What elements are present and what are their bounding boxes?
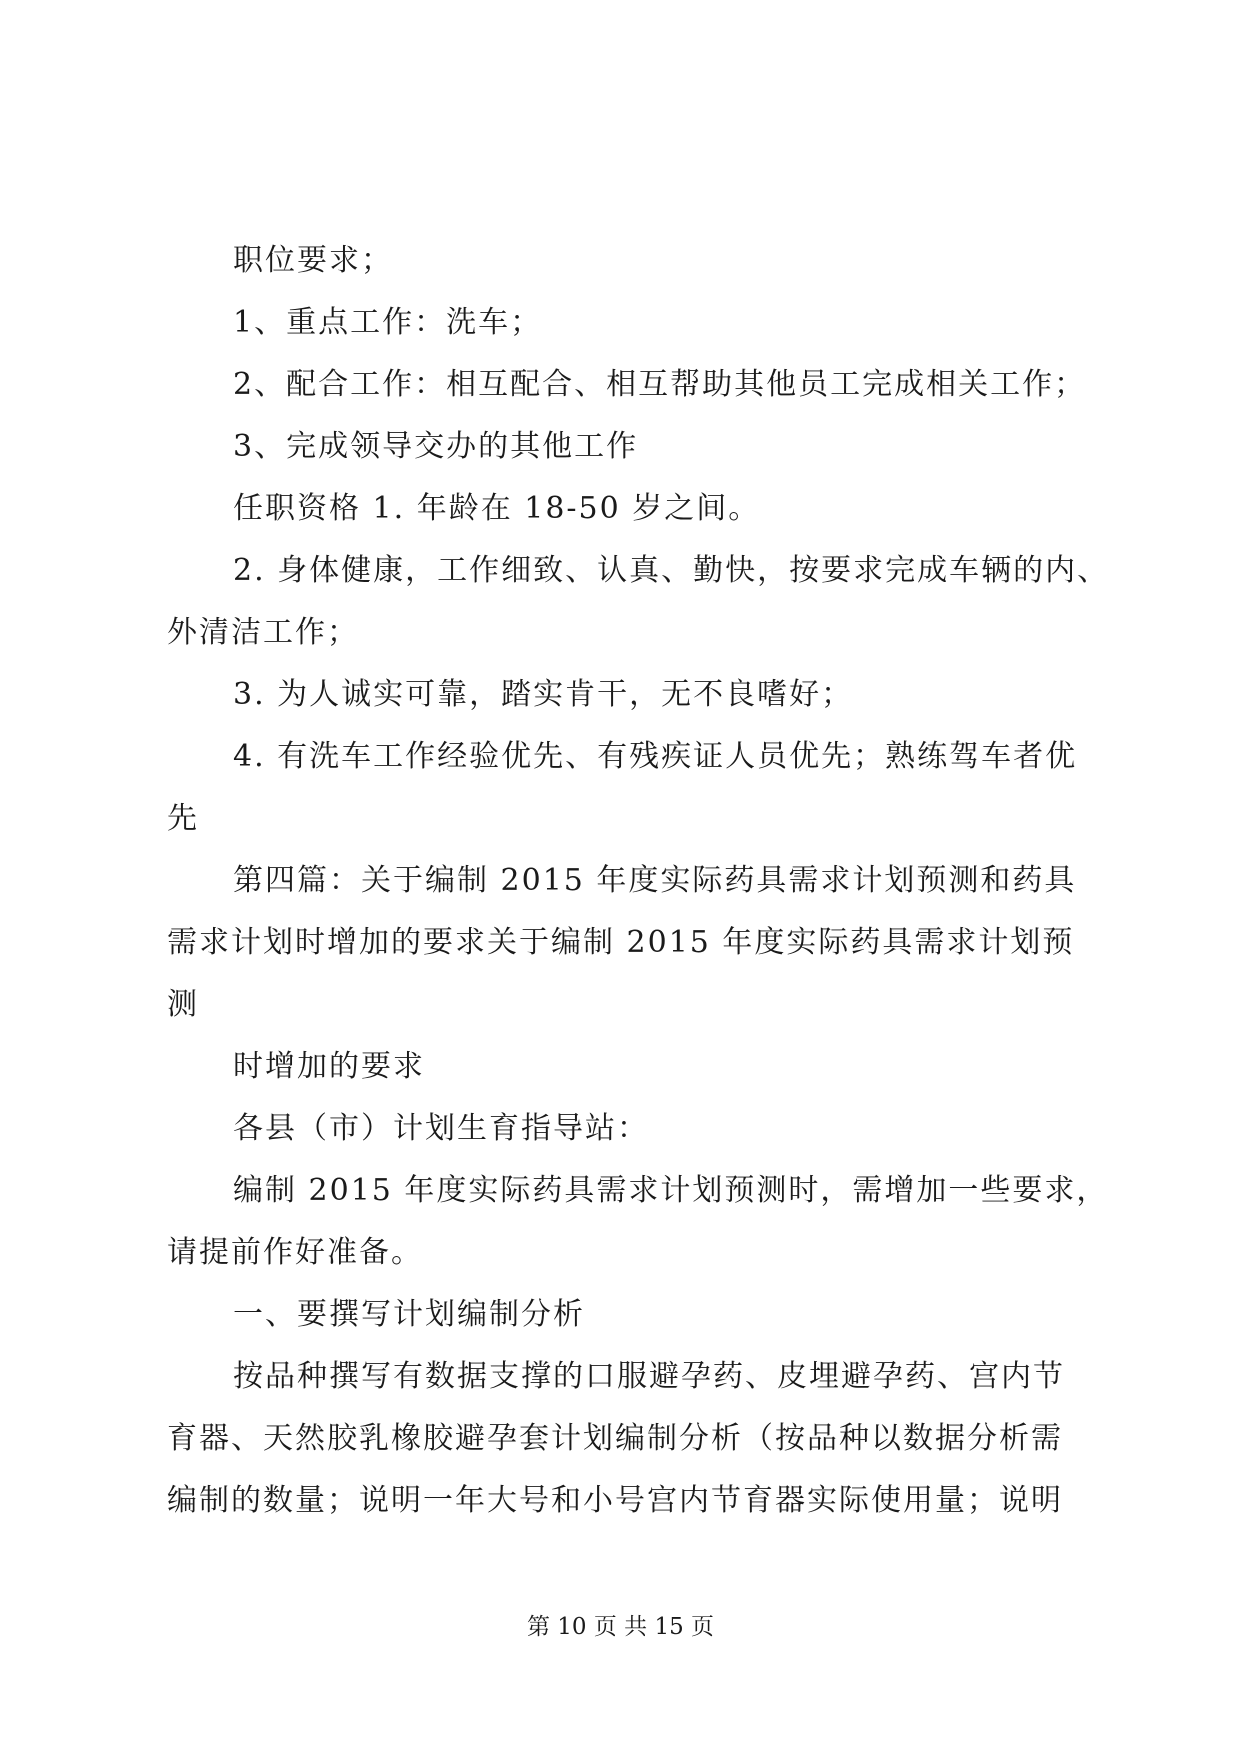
paragraph-line: 时增加的要求: [233, 1049, 425, 1084]
paragraph-line: 3、完成领导交办的其他工作: [233, 429, 639, 464]
paragraph-line: 职位要求；: [233, 243, 393, 278]
paragraph-line: 编制 2015 年度实际药具需求计划预测时，需增加一些要求，: [233, 1173, 1109, 1208]
paragraph-line: 需求计划时增加的要求关于编制 2015 年度实际药具需求计划预: [167, 925, 1075, 960]
paragraph-line: 先: [167, 801, 199, 836]
paragraph-line: 外清洁工作；: [167, 615, 359, 650]
paragraph-line: 按品种撰写有数据支撑的口服避孕药、皮埋避孕药、宫内节: [233, 1359, 1065, 1394]
paragraph-line: 2. 身体健康，工作细致、认真、勤快，按要求完成车辆的内、: [233, 553, 1110, 588]
paragraph-line: 第四篇：关于编制 2015 年度实际药具需求计划预测和药具: [233, 863, 1077, 898]
paragraph-line: 4. 有洗车工作经验优先、有残疾证人员优先；熟练驾车者优: [233, 739, 1078, 774]
paragraph-line: 请提前作好准备。: [167, 1235, 423, 1270]
paragraph-line: 一、要撰写计划编制分析: [233, 1297, 585, 1332]
page-number-footer: 第 10 页 共 15 页: [526, 1614, 715, 1640]
paragraph-line: 3. 为人诚实可靠，踏实肯干，无不良嗜好；: [233, 677, 854, 712]
paragraph-line: 1、重点工作：洗车；: [233, 305, 543, 340]
paragraph-line: 任职资格 1. 年龄在 18-50 岁之间。: [233, 491, 761, 526]
document-body: [167, 230, 1110, 1532]
paragraph-line: 编制的数量；说明一年大号和小号宫内节育器实际使用量；说明: [167, 1483, 1063, 1518]
paragraph-line: 各县（市）计划生育指导站：: [233, 1111, 649, 1146]
paragraph-line: 测: [167, 987, 199, 1022]
paragraph-line: 育器、天然胶乳橡胶避孕套计划编制分析（按品种以数据分析需: [167, 1421, 1063, 1456]
paragraph-line: 2、配合工作：相互配合、相互帮助其他员工完成相关工作；: [233, 367, 1087, 402]
